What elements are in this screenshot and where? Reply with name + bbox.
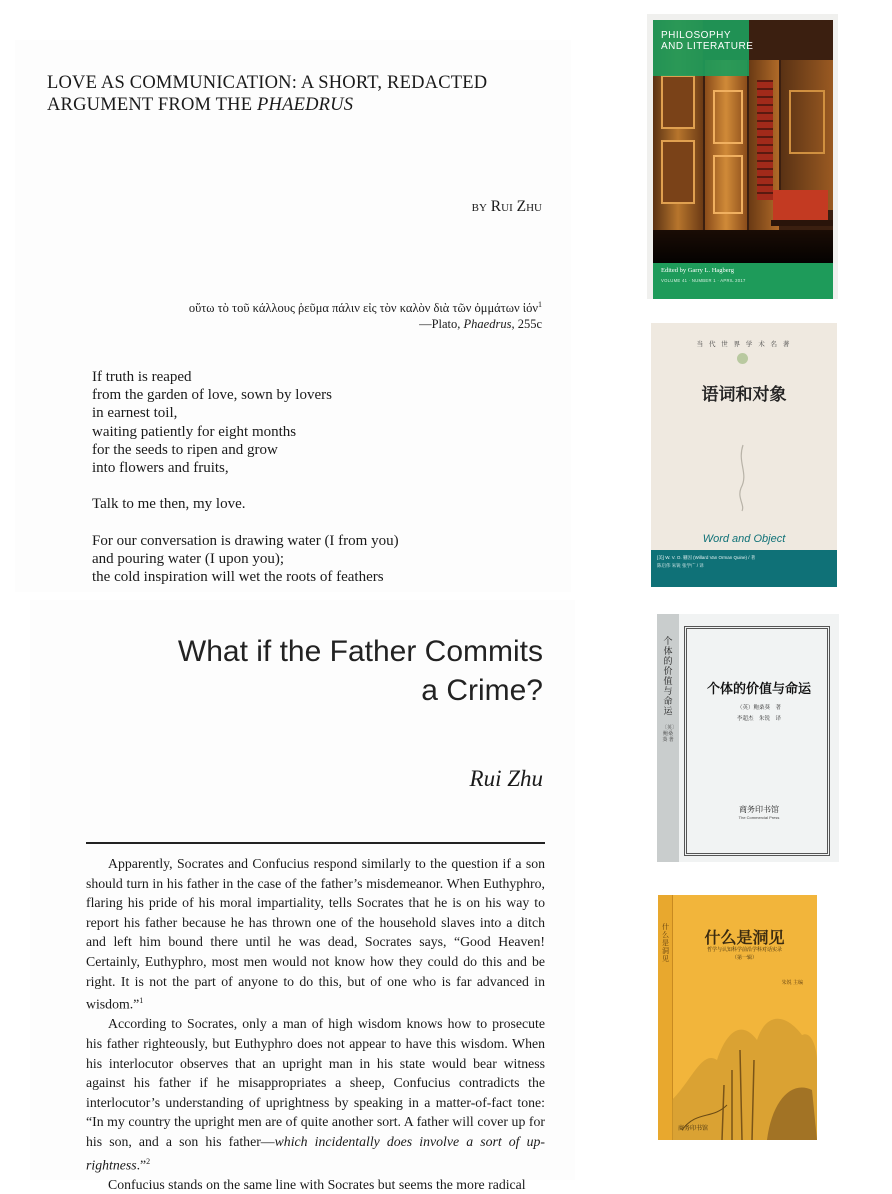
- cover-author: （英）鲍桑葵 著: [736, 705, 781, 711]
- poem-line: and pouring water (I upon you);: [92, 551, 285, 567]
- cover-subtitle: 哲学与认知科学前沿学科对话实录: [706, 947, 782, 953]
- poem-line: into flowers and fruits,: [92, 460, 229, 477]
- book-cover-what-is-insight[interactable]: [658, 895, 817, 1140]
- cover-editor: 朱锐 主编: [781, 980, 803, 986]
- paragraph: Confucius stands on the same line with Socrates but seems the more radical: [108, 1176, 526, 1192]
- article2-author: Rui Zhu: [469, 766, 543, 791]
- cover-title-cn: 个体的价值与命运: [706, 681, 811, 696]
- landscape-painting-icon: [672, 990, 817, 1140]
- poem-line: For our conversation is drawing water (I from you): [92, 532, 399, 549]
- epigraph-greek: οὕτω τὸ τοῦ κάλλους ῥεῦμα πάλιν εἰς τὸν καλὸν διὰ τῶν ὀμμάτων ἰόν: [188, 301, 538, 316]
- cover-volume: （第一辑）: [731, 955, 757, 961]
- publisher-logo: 商务印书馆: [739, 805, 779, 814]
- epigraph-citation: —Plato, Phaedrus, 255c: [419, 317, 542, 332]
- article2-body: [86, 854, 545, 1194]
- ornamental-frame: [684, 626, 830, 856]
- book-cover-value-and-destiny-of-individual[interactable]: [657, 614, 839, 862]
- cover-title-cn: 语词和对象: [701, 385, 787, 404]
- poem-line: from the garden of love, sown by lovers: [92, 387, 332, 404]
- poem-line: in earnest toil,: [92, 405, 178, 422]
- spine-author: 〔英〕鲍桑葵 著: [662, 726, 678, 743]
- spine-title: 什么是洞见: [662, 923, 669, 963]
- cover-issue: VOLUME 41 · NUMBER 1 · APRIL 2017: [661, 278, 746, 283]
- spine-title: 个体的价值与命运: [663, 636, 673, 716]
- cover-editor: Edited by Garry L. Hagberg: [661, 267, 734, 274]
- poem-line: If truth is reaped: [92, 369, 192, 385]
- title-divider: [86, 842, 545, 844]
- epigraph: οὕτω τὸ τοῦ κάλλους ῥεῦμα πάλιν εἰς τὸν καλὸν διὰ τῶν ὀμμάτων ἰόν$^1$ —Plato, Phaedrus, 255c: [100, 297, 542, 332]
- cover-title-cn: 什么是洞见: [704, 930, 785, 947]
- cover-title-en: Word and Object: [702, 533, 786, 545]
- cover-translator: 李超杰 朱锐 译: [736, 716, 781, 722]
- poem-line: the cold inspiration will wet the roots of feathers: [92, 569, 384, 586]
- paragraph: According to Socrates, only a man of high wisdom knows how to prosecute his father righteously, but Euthyphro does not appear to have this wisdom. When his interlocutor observes that an upright man in his state would bear witness against his father if he misappropriates a sheep, Confucius contradicts the interlocutor’s understanding of uprightness by speaking in a matter-of-fact tone: “In my country the upright men are of quite another sort. A father will cover up for his son, and a son his father—which incidentally does involve a sort of up-rightness.”$^2$: [86, 1016, 545, 1173]
- paragraph: Apparently, Socrates and Confucius respond similarly to the question if a son should turn in his father in the case of the father’s misdemeanor. When Euthyphro, flaring his pride of his moral impartiality, tells Socrates that he is on his way to report his father because he has thrown one of the household slaves into a ditch and left him bound there until he was dead, Socrates says, “Good Heaven! Certainly, Euthyphro, most men would not know how they could do this and be right. It is not the part of anyone to do this, but of one who is far advanced in wisdom.”$^1$: [86, 856, 545, 1012]
- brush-stroke-icon: [731, 443, 755, 513]
- book-cover-word-and-object[interactable]: [651, 323, 837, 587]
- publisher-name-en: The Commercial Press: [738, 815, 780, 820]
- series-title: PHILOSOPHY AND LITERATURE: [661, 30, 754, 52]
- poem-line: waiting patiently for eight months: [92, 423, 297, 440]
- poem-line: Talk to me then, my love.: [92, 496, 246, 513]
- poem: [92, 368, 562, 586]
- article1-byline: by Rui Zhu: [471, 198, 542, 215]
- poem-line: for the seeds to ripen and grow: [92, 441, 278, 458]
- article1-title: LOVE AS COMMUNICATION: A SHORT, REDACTED ARGUMENT FROM THE PHAEDRUS: [47, 73, 488, 115]
- series-name: 当 代 世 界 学 术 名 著: [696, 341, 792, 348]
- article2-title: What if the Father Commits a Crime?: [177, 635, 543, 707]
- book-cover-philosophy-and-literature[interactable]: [647, 14, 838, 299]
- publisher-logo: 商务印书馆: [678, 1126, 709, 1132]
- cover-credits: [美] W. V. O. 蒯因 (Willard Van Orman Quine) / 著 陈启伟 朱锐 张学广 / 译: [657, 555, 756, 568]
- series-emblem-icon: [737, 353, 748, 364]
